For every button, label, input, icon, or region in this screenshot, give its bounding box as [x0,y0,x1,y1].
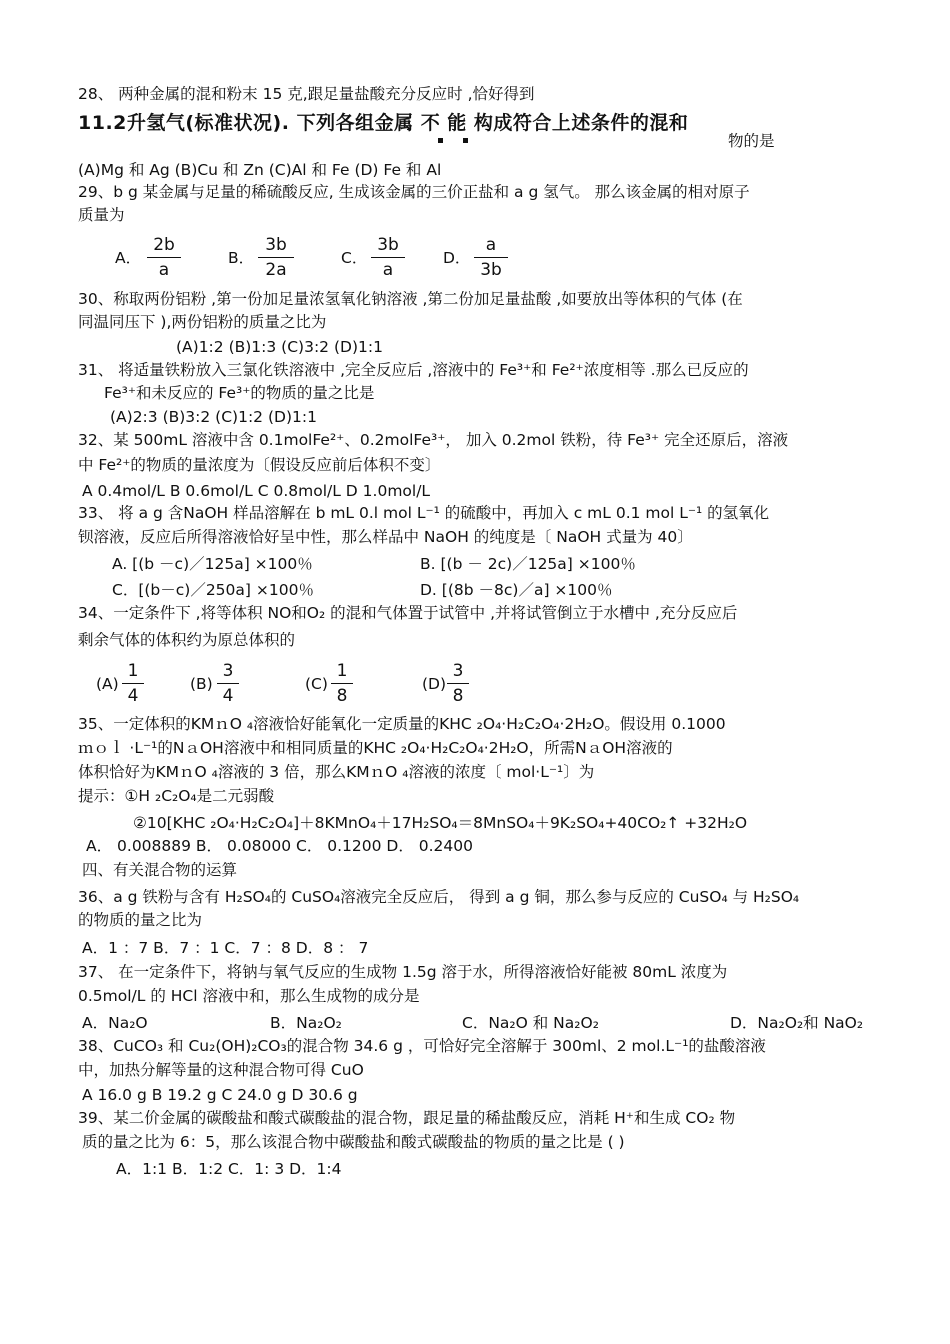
q29-fraction [258,233,294,282]
section-heading: 四、有关混合物的运算 [82,861,238,879]
q38-line2: 中，加热分解等量的这种混合物可得 CuO [78,1061,364,1079]
denominator: 4 [222,686,234,706]
q33-line2: 钡溶液，反应后所得溶液恰好呈中性，那么样品中 NaOH 的纯度是〔 NaOH 式量为 40〕 [78,528,693,546]
emphasis-dot [438,138,443,143]
q29-fraction [474,233,508,282]
numerator: a [474,233,508,258]
q34-option-label: (B) [190,675,213,693]
numerator: 3 [217,659,239,684]
numerator: 1 [122,659,144,684]
q28-line2-bold: 11.2升氢气(标准状况). 下列各组金属 不 能 构成符合上述条件的混和 [78,112,689,134]
q36-line2: 的物质的量之比为 [78,911,203,929]
numerator: 3b [258,233,294,258]
q38-options: A 16.0 g B 19.2 g C 24.0 g D 30.6 g [82,1086,358,1104]
q33-option-c: C．[(b－c)／250a] ×100％ [112,581,314,599]
denominator: a [382,260,394,280]
q34-line1: 34、一定条件下 ,将等体积 NO和O₂ 的混和气体置于试管中 ,并将试管倒立于水槽中 ,充分反应后 [78,604,738,622]
q37-option-b: B．Na₂O₂ [270,1014,342,1032]
q34-line2: 剩余气体的体积约为原总体积的 [78,631,296,649]
q30-line2: 同温同压下 ),两份铝粉的质量之比为 [78,313,327,331]
q29-option-label: A． [115,249,142,267]
q33-option-b: B. [(b － 2c)／125a] ×100％ [420,555,636,573]
q29-option-label: B． [228,249,255,267]
q29-fraction [371,233,405,282]
q37-line1: 37、 在一定条件下，将钠与氧气反应的生成物 1.5g 溶于水，所得溶液恰好能被 80mL 浓度为 [78,963,728,981]
q31-line1: 31、 将适量铁粉放入三氯化铁溶液中 ,完全反应后 ,溶液中的 Fe³⁺和 Fe²⁺浓度相等 .那么已反应的 [78,361,749,379]
q30-line1: 30、称取两份铝粉 ,第一份加足量浓氢氧化钠溶液 ,第二份加足量盐酸 ,如要放出等体积的气体 (在 [78,290,743,308]
q31-options: (A)2:3 (B)3:2 (C)1:2 (D)1:1 [110,408,317,426]
denominator: 3b [480,260,502,280]
q33-line1: 33、 将 a g 含NaOH 样品溶解在 b mL 0.l mol L⁻¹ 的硫酸中，再加入 c mL 0.1 mol L⁻¹ 的氢氧化 [78,504,770,522]
q29-option-label: C． [341,249,368,267]
q35-options: A． 0.008889 B． 0.08000 C． 0.1200 D． 0.2400 [86,837,474,855]
q33-option-a: A. [(b －c)／125a] ×100％ [112,555,313,573]
q35-line2: ｍｏｌ ·L⁻¹的NａOH溶液中和相同质量的KHC ₂O₄·H₂C₂O₄·2H₂O，所需NａOH溶液的 [78,739,673,757]
q29-line2: 质量为 [78,206,125,224]
numerator: 3 [447,659,469,684]
numerator: 1 [331,659,353,684]
q33-option-d: D. [(8b －8c)／a] ×100％ [420,581,613,599]
q28-line2-tail: 物的是 [728,132,775,150]
q28-options: (A)Mg 和 Ag (B)Cu 和 Zn (C)Al 和 Fe (D) Fe 和 Al [78,161,442,179]
denominator: 2a [265,260,287,280]
q29-option-label: D． [443,249,471,267]
q38-line1: 38、CuCO₃ 和 Cu₂(OH)₂CO₃的混合物 34.6 g ，可恰好完全溶解于 300ml、2 mol.L⁻¹的盐酸溶液 [78,1037,766,1055]
q35-hint-label: 提示：①H ₂C₂O₄是二元弱酸 [78,787,275,805]
denominator: 4 [127,686,139,706]
q34-fraction [122,659,144,708]
q32-options: A 0.4mol/L B 0.6mol/L C 0.8mol/L D 1.0mol/L [82,482,431,500]
q30-options: (A)1:2 (B)1:3 (C)3:2 (D)1:1 [176,338,383,356]
emphasis-dot [463,138,468,143]
q36-line1: 36、a g 铁粉与含有 H₂SO₄的 CuSO₄溶液完全反应后， 得到 a g 铜，那么参与反应的 CuSO₄ 与 H₂SO₄ [78,888,800,906]
q35-line1: 35、一定体积的KMｎO ₄溶液恰好能氧化一定质量的KHC ₂O₄·H₂C₂O₄·2H₂O。假设用 0.1000 [78,715,726,733]
q34-option-label: (A) [96,675,119,693]
numerator: 2b [147,233,181,258]
q34-fraction [217,659,239,708]
q36-options: A．1 ：7 B．7 ：1 C．7 ：8 D．8 ： 7 [82,939,369,957]
q37-line2: 0.5mol/L 的 HCl 溶液中和，那么生成物的成分是 [78,987,420,1005]
denominator: 8 [336,686,348,706]
q29-fraction [147,233,181,282]
q34-fraction [331,659,353,708]
q37-option-c: C．Na₂O 和 Na₂O₂ [462,1014,599,1032]
q29-line1: 29、b g 某金属与足量的稀硫酸反应, 生成该金属的三价正盐和 a g 氢气。 那么该金属的相对原子 [78,183,750,201]
q28-line1: 28、 两种金属的混和粉末 15 克,跟足量盐酸充分反应时 ,恰好得到 [78,85,535,103]
q39-line2: 质的量之比为 6：5，那么该混合物中碳酸盐和酸式碳酸盐的物质的量之比是 ( ) [82,1133,625,1151]
denominator: a [158,260,170,280]
q34-option-label: (C) [305,675,328,693]
q39-options: A．1:1 B．1:2 C．1: 3 D．1:4 [116,1160,342,1178]
q37-option-d: D．Na₂O₂和 NaO₂ [730,1014,864,1032]
denominator: 8 [452,686,464,706]
q34-fraction [447,659,469,708]
q31-line2: Fe³⁺和未反应的 Fe³⁺的物质的量之比是 [104,384,375,402]
q35-equation: ②10[KHC ₂O₄·H₂C₂O₄]＋8KMnO₄＋17H₂SO₄＝8MnSO₄＋9K₂SO₄+40CO₂↑ +32H₂O [133,814,748,832]
q32-line2: 中 Fe²⁺的物质的量浓度为〔假设反应前后体积不变〕 [78,456,441,474]
numerator: 3b [371,233,405,258]
q35-line3: 体积恰好为KMｎO ₄溶液的 3 倍，那么KMｎO ₄溶液的浓度〔 mol·L⁻¹〕为 [78,763,595,781]
q37-option-a: A．Na₂O [82,1014,148,1032]
q34-option-label: (D) [422,675,447,693]
q32-line1: 32、某 500mL 溶液中含 0.1molFe²⁺、0.2molFe³⁺， 加入 0.2mol 铁粉，待 Fe³⁺ 完全还原后，溶液 [78,431,789,449]
q39-line1: 39、某二价金属的碳酸盐和酸式碳酸盐的混合物，跟足量的稀盐酸反应，消耗 H⁺和生成 CO₂ 物 [78,1109,736,1127]
